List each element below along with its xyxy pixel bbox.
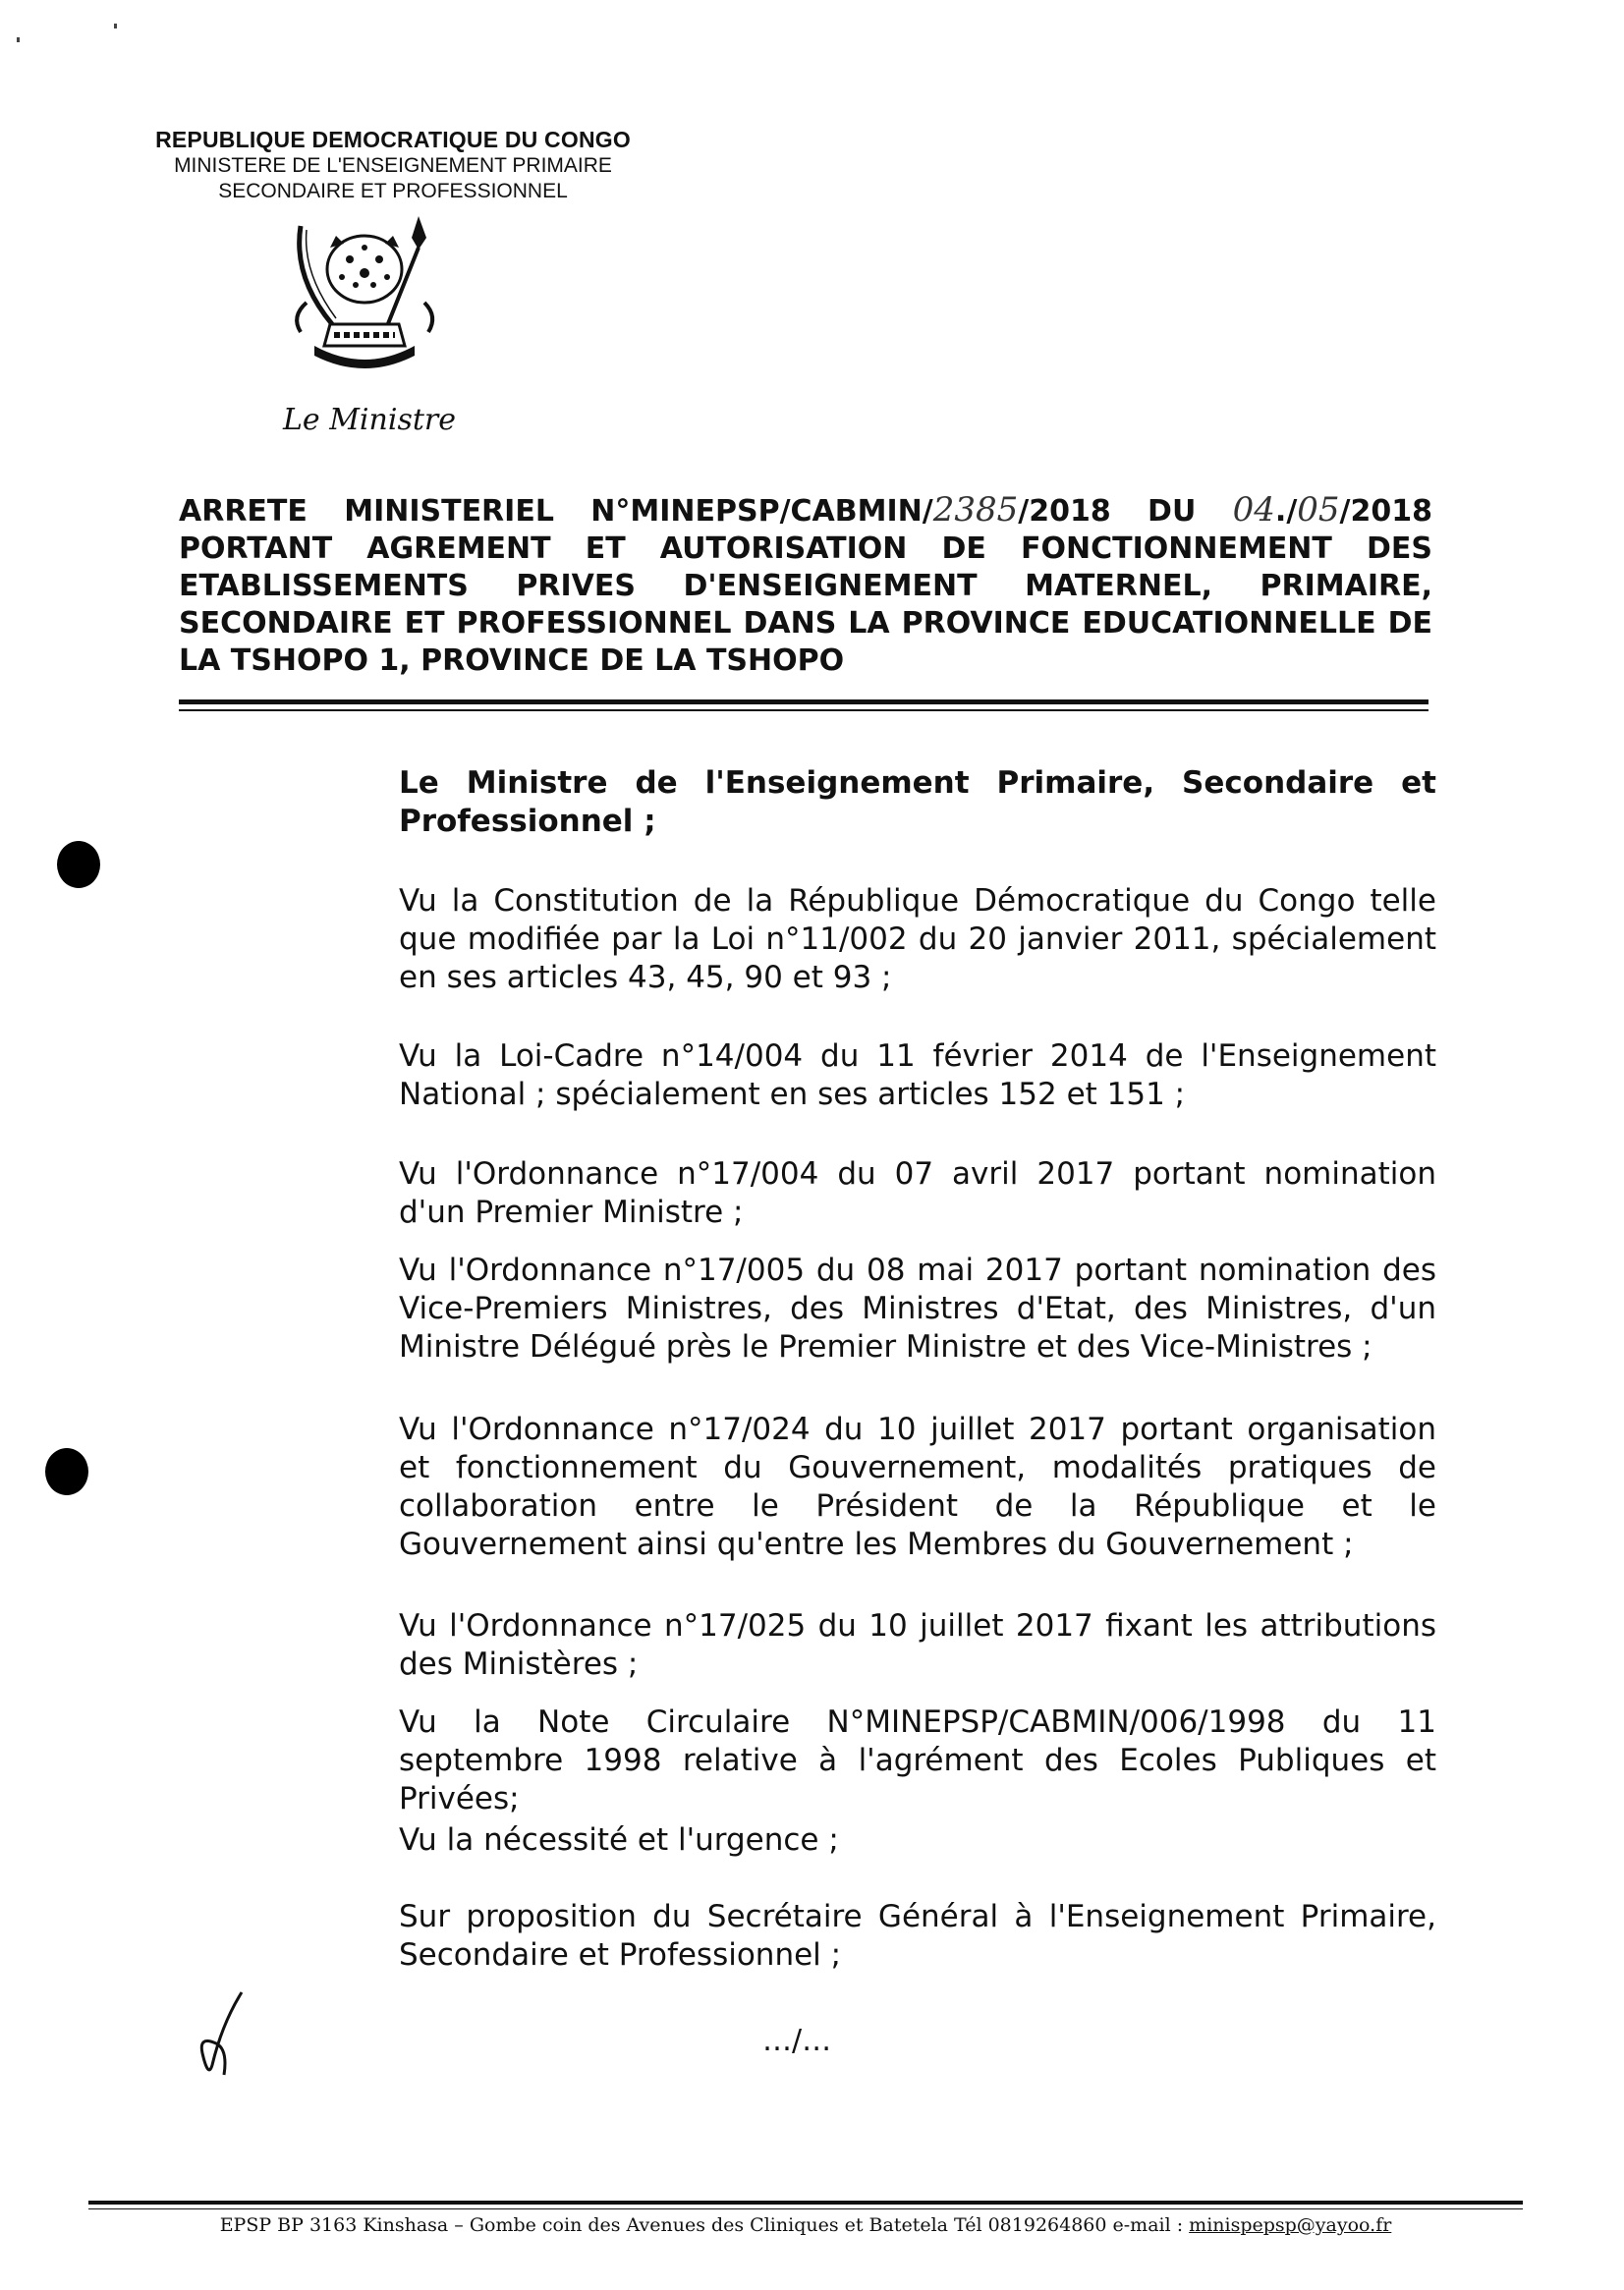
letterhead [118, 126, 668, 204]
title-line-3: ETABLISSEMENTS PRIVES D'ENSEIGNEMENT MATERNEL, PRIMAIRE, [179, 569, 1432, 603]
footer-divider-thin [88, 2208, 1523, 2209]
scan-speck [114, 24, 117, 28]
title-line-5: LA TSHOPO 1, PROVINCE DE LA TSHOPO [179, 643, 845, 678]
footer-divider-thick [88, 2201, 1523, 2205]
handwritten-month: 05 [1297, 490, 1340, 530]
paragraph-ordonnance-004: Vu l'Ordonnance n°17/004 du 07 avril 2017 portant nomination d'un Premier Ministre ; [399, 1156, 1436, 1230]
punch-hole [45, 1448, 88, 1495]
paragraph-proposition: Sur proposition du Secrétaire Général à l'Enseignement Primaire, Secondaire et Professionnel ; [399, 1899, 1436, 1973]
coat-of-arms-seal-icon [271, 208, 458, 375]
paragraph-necessite: Vu la nécessité et l'urgence ; [399, 1822, 839, 1858]
footer-email: minispepsp@yayoo.fr [1189, 2214, 1392, 2236]
title-line-4: SECONDAIRE ET PROFESSIONNEL DANS LA PROVINCE EDUCATIONNELLE DE [179, 606, 1432, 641]
handwritten-day: 04 [1232, 490, 1275, 530]
paragraph-ordonnance-005: Vu l'Ordonnance n°17/005 du 08 mai 2017 portant nomination des Vice-Premiers Ministres, des Ministres d'Etat, des Ministres, d'un Ministre Délégué près le Premier Ministre et des Vice-Ministres ; [399, 1253, 1436, 1365]
title-line-1: ARRETE MINISTERIEL N°MINEPSP/CABMIN/2385/2018 DU 04./05/2018 [179, 490, 1432, 530]
continuation-mark: …/… [762, 2024, 832, 2058]
decree-title [179, 491, 1432, 680]
title-line-2: PORTANT AGREMENT ET AUTORISATION DE FONCTIONNEMENT DES [179, 531, 1432, 566]
paragraph-constitution: Vu la Constitution de la République Démocratique du Congo telle que modifiée par la Loi n°11/002 du 20 janvier 2011, spécialement en ses articles 43, 45, 90 et 93 ; [399, 883, 1436, 995]
handwritten-decree-number: 2385 [932, 490, 1019, 530]
paragraph-ordonnance-025: Vu l'Ordonnance n°17/025 du 10 juillet 2017 fixant les attributions des Ministères ; [399, 1608, 1436, 1682]
scan-speck [17, 37, 20, 42]
paragraph-loi-cadre: Vu la Loi-Cadre n°14/004 du 11 février 2014 de l'Enseignement National ; spécialement en ses articles 152 et 151 ; [399, 1038, 1436, 1112]
signatory-heading: Le Ministre [283, 403, 456, 437]
intro-paragraph: Le Ministre de l'Enseignement Primaire, Secondaire et Professionnel ; [399, 765, 1436, 839]
ministry-line-2: SECONDAIRE ET PROFESSIONNEL [218, 180, 568, 202]
paragraph-ordonnance-024: Vu l'Ordonnance n°17/024 du 10 juillet 2017 portant organisation et fonctionnement du Gouvernement, modalités pratiques de collaboration entre le Président de la République et le Gouvernement ainsi qu'entre les Membres du Gouvernement ; [399, 1412, 1436, 1562]
paragraph-note-circulaire: Vu la Note Circulaire N°MINEPSP/CABMIN/006/1998 du 11 septembre 1998 relative à l'agrément des Ecoles Publiques et Privées; [399, 1704, 1436, 1816]
punch-hole [57, 841, 100, 888]
footer-address: EPSP BP 3163 Kinshasa – Gombe coin des Avenues des Cliniques et Batetela Tél 0819264860 e-mail : minispepsp@yayoo.fr [219, 2214, 1392, 2236]
title-divider-thin [179, 709, 1428, 711]
title-divider-thick [179, 699, 1428, 704]
handwritten-initial-icon [187, 1984, 255, 2083]
ministry-line-1: MINISTERE DE L'ENSEIGNEMENT PRIMAIRE [174, 154, 612, 177]
country-name: REPUBLIQUE DEMOCRATIQUE DU CONGO [155, 127, 631, 152]
